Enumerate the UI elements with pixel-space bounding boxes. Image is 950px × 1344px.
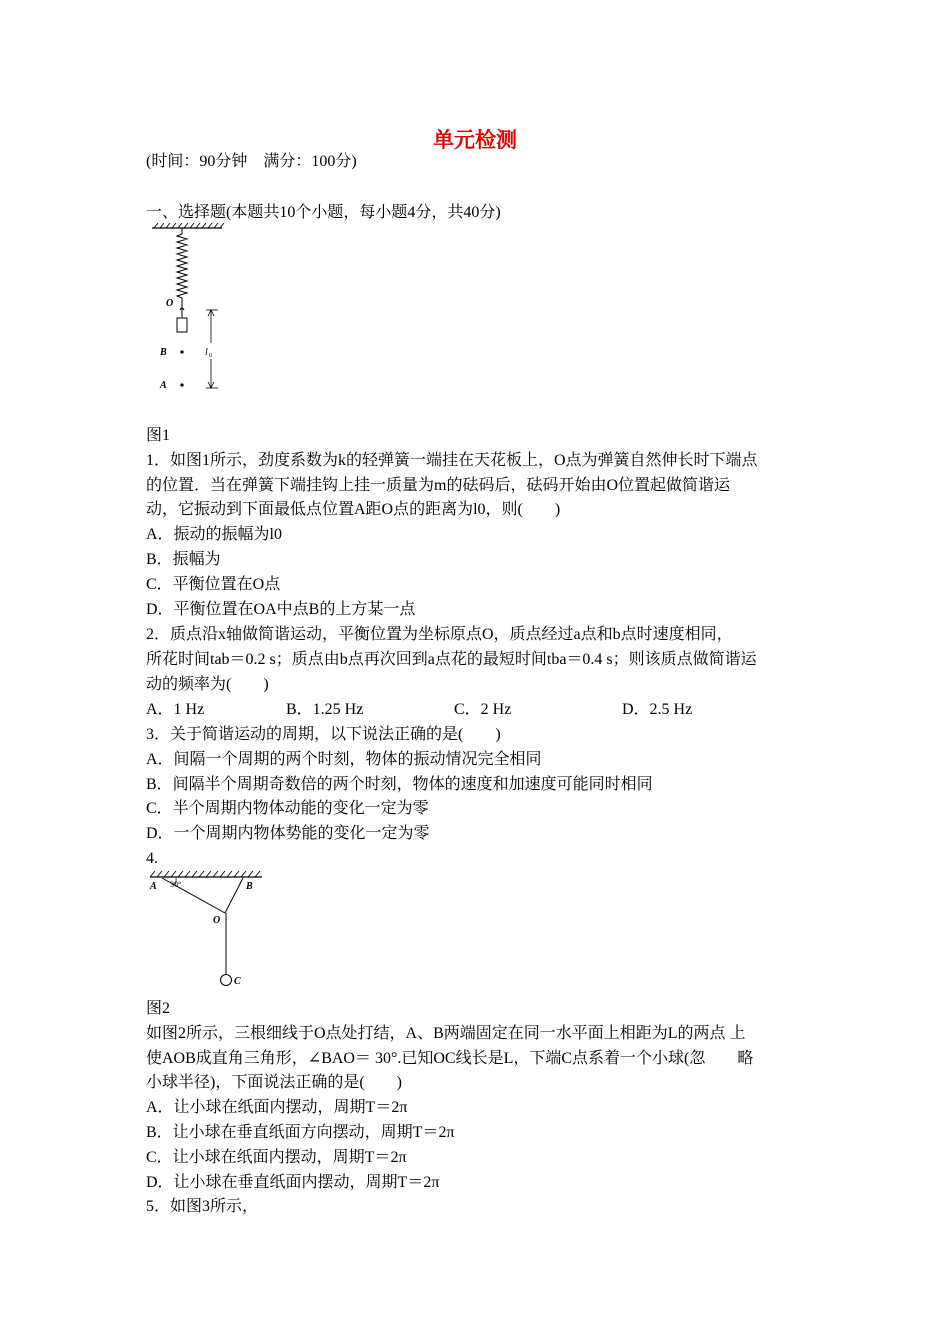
q2-line: 2．质点沿x轴做简谐运动，平衡位置为坐标原点O，质点经过a点和b点时速度相同，	[146, 626, 733, 643]
q2-option-d: D．2.5 Hz	[622, 701, 693, 718]
label-o: O	[166, 298, 174, 309]
q1-option-d: D．平衡位置在OA中点B的上方某一点	[146, 601, 416, 618]
exam-info: (时间：90分钟 满分：100分)	[146, 153, 357, 170]
q3-line: 3．关于简谐运动的周期，以下说法正确的是( )	[146, 726, 501, 743]
label-a: A	[150, 881, 157, 892]
q4-line: 小球半径)，下面说法正确的是( )	[146, 1074, 402, 1091]
figure-2-pendulum	[146, 868, 271, 993]
figure-2-caption: 图2	[146, 1000, 171, 1017]
q1-option-c: C．平衡位置在O点	[146, 576, 281, 593]
label-o: O	[213, 915, 221, 926]
q1-option-a: A．振动的振幅为l0	[146, 526, 283, 543]
label-b: B	[246, 881, 253, 892]
q3-option-b: B．间隔半个周期奇数倍的两个时刻，物体的速度和加速度可能同时相同	[146, 776, 653, 793]
q4-option-a: A．让小球在纸面内摆动，周期T＝2π	[146, 1099, 408, 1116]
q2-option-a: A．1 Hz	[146, 701, 205, 718]
label-angle: 30°	[170, 880, 182, 889]
q3-option-a: A．间隔一个周期的两个时刻，物体的振动情况完全相同	[146, 751, 542, 768]
q4-line: 如图2所示，三根细线于O点处打结，A、B两端固定在同一水平面上相距为L的两点 上	[146, 1025, 746, 1042]
q2-option-c: C．2 Hz	[454, 701, 512, 718]
figure-1-caption: 图1	[146, 427, 171, 444]
section-heading: 一、选择题(本题共10个小题，每小题4分，共40分)	[146, 204, 501, 221]
label-c: C	[234, 976, 241, 987]
label-l-subscript: 0	[209, 353, 212, 359]
q5-line: 5．如图3所示，	[146, 1198, 259, 1215]
page-title: 单元检测	[433, 128, 517, 152]
figure-1-spring	[146, 222, 236, 397]
q4-option-c: C．让小球在纸面内摆动，周期T＝2π	[146, 1149, 407, 1166]
q1-option-b: B．振幅为	[146, 551, 221, 568]
q4-option-d: D．让小球在垂直纸面内摆动，周期T＝2π	[146, 1174, 440, 1191]
label-a: A	[160, 380, 167, 391]
q1-line: 的位置．当在弹簧下端挂钩上挂一质量为m的砝码后，砝码开始由O位置起做简谐运	[146, 477, 731, 494]
label-l: l	[205, 347, 208, 358]
q2-option-b: B．1.25 Hz	[286, 701, 364, 718]
q4-option-b: B．让小球在垂直纸面方向摆动，周期T＝2π	[146, 1124, 455, 1141]
q2-line: 动的频率为( )	[146, 676, 269, 693]
q2-line: 所花时间tab＝0.2 s；质点由b点再次回到a点花的最短时间tba＝0.4 s；则该质点做简谐运	[146, 651, 757, 668]
q1-line: 1．如图1所示，劲度系数为k的轻弹簧一端挂在天花板上，O点为弹簧自然伸长时下端点	[146, 452, 758, 469]
q4-line: 使AOB成直角三角形，∠BAO＝ 30°.已知OC线长是L，下端C点系着一个小球(忽 略	[146, 1050, 754, 1067]
q4-number: 4.	[146, 850, 158, 867]
q3-option-c: C．半个周期内物体动能的变化一定为零	[146, 800, 429, 817]
label-b: B	[160, 347, 167, 358]
q1-line: 动，它振动到下面最低点位置A距O点的距离为l0，则( )	[146, 501, 561, 518]
q3-option-d: D．一个周期内物体势能的变化一定为零	[146, 825, 430, 842]
